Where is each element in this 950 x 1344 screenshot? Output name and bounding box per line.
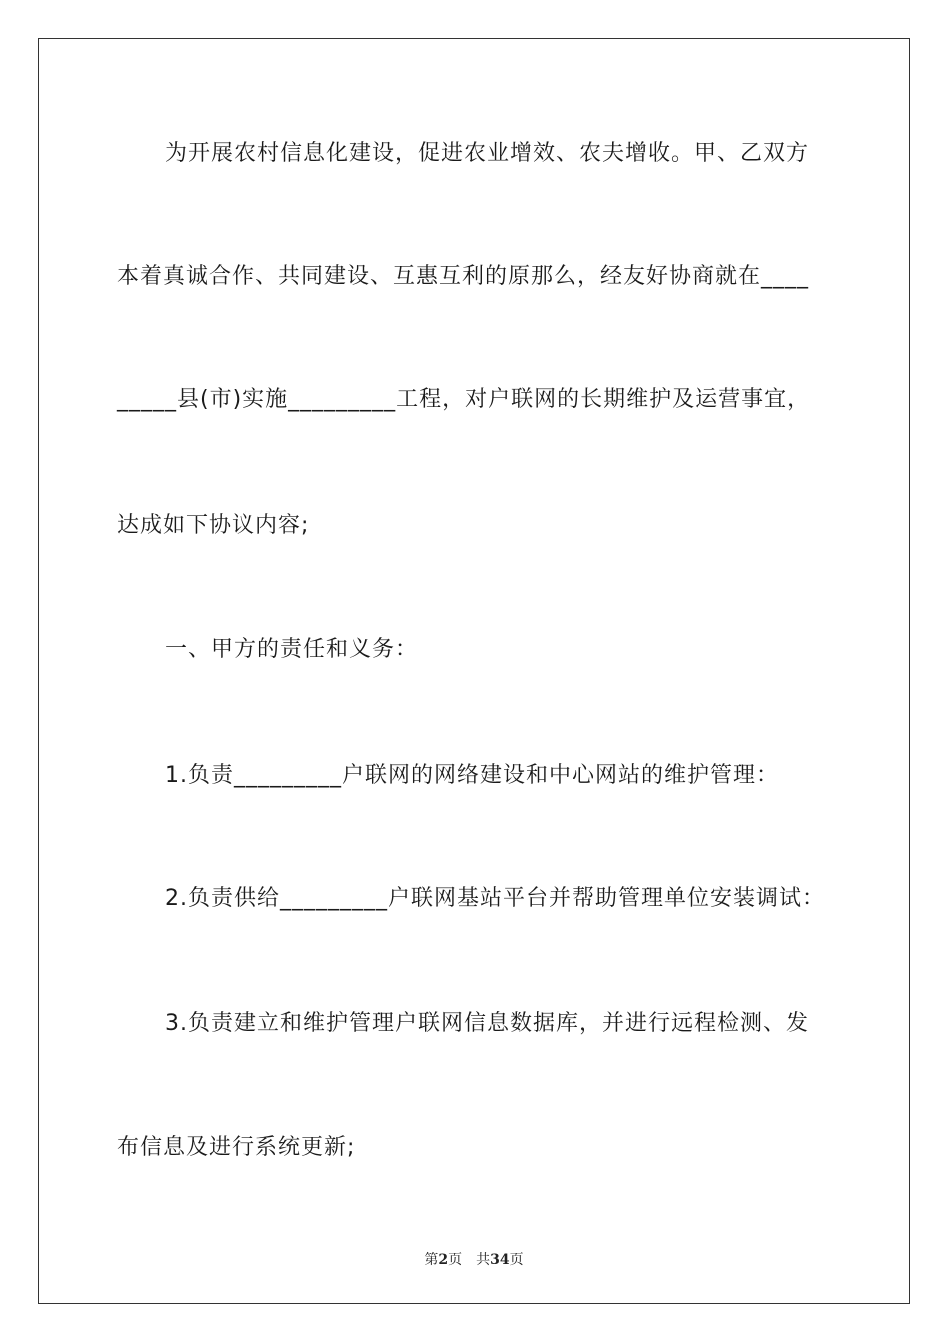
paragraph-line-3: _____县(市)实施_________工程，对户联网的长期维护及运营事宜， (117, 387, 811, 412)
list-item-3-continued: 布信息及进行系统更新; (117, 1135, 356, 1160)
footer-total-pages: 34 (490, 1252, 510, 1268)
footer-total-suffix: 页 (509, 1252, 524, 1268)
list-item-2: 2.负责供给_________户联网基站平台并帮助管理单位安装调试： (165, 886, 825, 911)
footer-page-number: 2 (438, 1252, 449, 1268)
page-footer (39, 1249, 909, 1269)
list-item-3: 3.负责建立和维护管理户联网信息数据库，并进行远程检测、发 (165, 1011, 809, 1036)
document-page (38, 38, 910, 1304)
paragraph-line-4: 达成如下协议内容; (117, 513, 310, 538)
section-heading-party-a: 一、甲方的责任和义务： (165, 637, 419, 662)
paragraph-line-1: 为开展农村信息化建设，促进农业增效、农夫增收。甲、乙双方 (165, 141, 810, 166)
footer-total-prefix: 共 (476, 1252, 491, 1268)
paragraph-line-2: 本着真诚合作、共同建设、互惠互利的原那么，经友好协商就在____ (117, 264, 810, 289)
list-item-1: 1.负责_________户联网的网络建设和中心网站的维护管理： (165, 763, 779, 788)
footer-page-prefix: 第 (424, 1252, 439, 1268)
footer-page-suffix: 页 (448, 1252, 463, 1268)
